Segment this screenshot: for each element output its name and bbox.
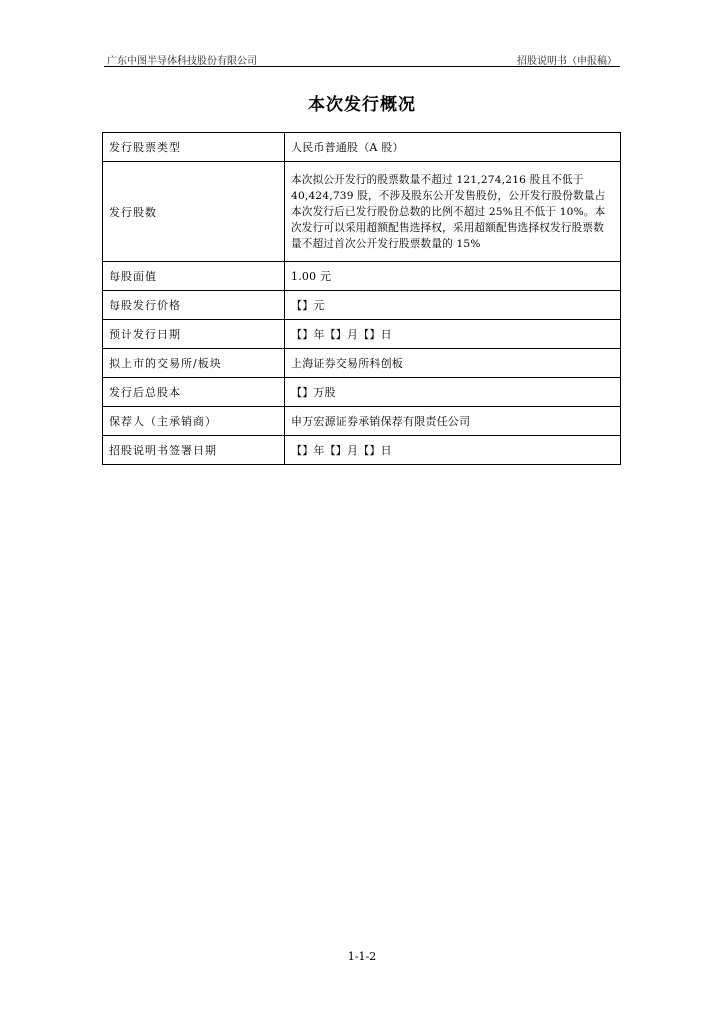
page-header [104, 52, 620, 67]
row-value: 【】元 [285, 291, 621, 320]
row-value: 上海证券交易所科创板 [285, 349, 621, 378]
page-title: 本次发行概况 [308, 95, 416, 115]
row-label: 拟上市的交易所/板块 [103, 349, 285, 378]
row-label: 发行后总股本 [103, 378, 285, 407]
table-row [103, 133, 621, 162]
row-value: 【】年【】月【】日 [285, 320, 621, 349]
offering-overview-table [102, 132, 621, 465]
row-label: 招股说明书签署日期 [103, 436, 285, 465]
row-label: 发行股数 [103, 162, 285, 262]
row-label: 每股发行价格 [103, 291, 285, 320]
row-value: 1.00 元 [285, 262, 621, 291]
row-value: 申万宏源证券承销保荐有限责任公司 [285, 407, 621, 436]
header-company-name: 广东中图半导体科技股份有限公司 [107, 56, 257, 67]
row-value: 本次拟公开发行的股票数量不超过 121,274,216 股且不低于 40,424,739 股，不涉及股东公开发售股份，公开发行股份数量占本次发行后已发行股份总数的比例不超过 25%且不低于 10%。本次发行可以采用超额配售选择权，采用超额配售选择权发行股票数量不超过首次公开发行股票数量的 15% [285, 162, 621, 262]
row-value: 人民币普通股（A 股） [285, 133, 621, 162]
table-row [103, 349, 621, 378]
table-row [103, 407, 621, 436]
page-number: 1-1-2 [347, 950, 377, 963]
table-row [103, 262, 621, 291]
header-document-type: 招股说明书（申报稿） [517, 56, 617, 67]
table-row [103, 291, 621, 320]
row-value: 【】年【】月【】日 [285, 436, 621, 465]
table-row [103, 378, 621, 407]
table-row [103, 436, 621, 465]
row-label: 每股面值 [103, 262, 285, 291]
row-label: 预计发行日期 [103, 320, 285, 349]
table-row [103, 162, 621, 262]
row-label: 保荐人（主承销商） [103, 407, 285, 436]
row-label: 发行股票类型 [103, 133, 285, 162]
table-row [103, 320, 621, 349]
row-value: 【】万股 [285, 378, 621, 407]
